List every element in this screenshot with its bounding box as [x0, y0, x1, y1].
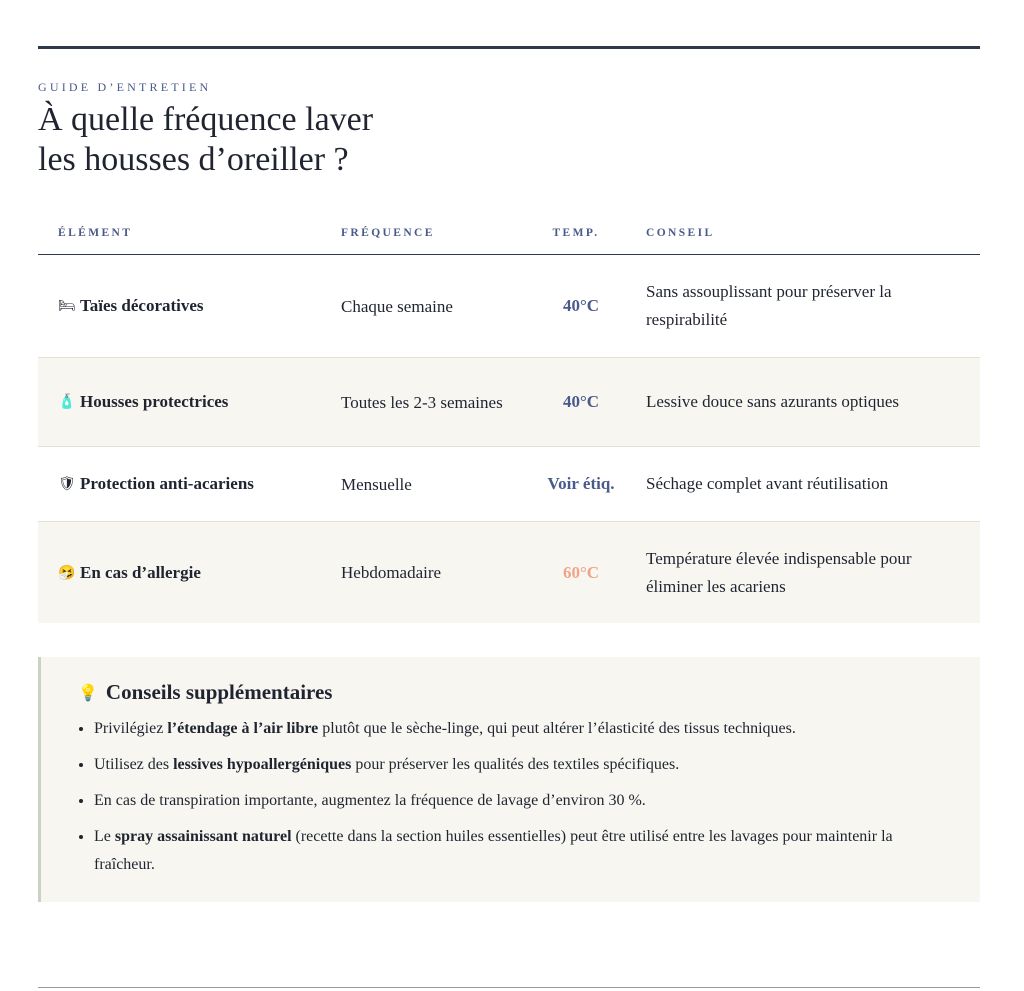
row-frequence: Chaque semaine	[341, 296, 453, 316]
shield-icon: 🛡	[58, 476, 76, 492]
row-conseil: Séchage complet avant réutilisation	[646, 474, 889, 493]
care-guide	[38, 46, 980, 902]
tip-text: Utilisez des	[94, 756, 174, 773]
page-title	[38, 100, 980, 180]
row-temp: 60°C	[526, 522, 626, 624]
table-row	[38, 447, 980, 522]
bed-icon: 🛏	[58, 298, 76, 314]
tip-text: Le	[94, 828, 115, 845]
top-divider	[38, 46, 980, 49]
tip-emphasis: spray assainissant naturel	[114, 828, 292, 845]
list-item	[94, 715, 950, 743]
row-conseil: Température élevée indispensable pour éliminer les acariens	[626, 522, 980, 624]
row-conseil: Sans assouplissant pour préserver la respirabilité	[646, 282, 892, 329]
row-element-label: Housses protectrices	[80, 392, 229, 411]
list-item	[94, 751, 950, 779]
row-temp: 40°C	[526, 358, 626, 447]
lightbulb-icon: 💡	[78, 683, 98, 702]
list-item	[94, 787, 950, 815]
row-element	[38, 447, 321, 522]
row-frequence: Toutes les 2-3 semaines	[321, 358, 526, 447]
table-row	[38, 255, 980, 358]
header-temp: TEMP.	[526, 227, 626, 255]
table-header-row	[38, 227, 980, 255]
bottom-divider	[38, 987, 980, 988]
lotion-bottle-icon: 🧴	[58, 394, 76, 410]
tip-text: En cas de transpiration importante, augmentez la fréquence de lavage d’environ 30 %.	[94, 792, 646, 809]
row-frequence: Hebdomadaire	[321, 522, 526, 624]
row-element	[38, 522, 321, 624]
header-conseil: CONSEIL	[626, 227, 980, 255]
tips-list	[78, 715, 950, 879]
row-element-label: En cas d’allergie	[80, 562, 201, 582]
row-temp: Voir étiq.	[547, 474, 615, 493]
row-element	[38, 358, 321, 447]
tips-title	[78, 679, 950, 706]
tip-emphasis: lessives hypoallergéniques	[173, 756, 352, 773]
row-temp: 40°C	[562, 296, 600, 315]
list-item	[94, 823, 950, 879]
tip-text: (recette dans la section huiles essentielles) peut être utilisé entre les lavages pour maintenir la fraîcheur.	[94, 828, 893, 873]
tip-text: pour préserver les qualités des textiles spécifiques.	[351, 756, 680, 773]
table-row	[38, 522, 980, 624]
row-element-label: Taïes décoratives	[80, 296, 204, 315]
tip-emphasis: l’étendage à l’air libre	[167, 720, 319, 737]
table-row	[38, 358, 980, 447]
header-frequence: FRÉQUENCE	[321, 227, 526, 255]
eyebrow-label: GUIDE D’ENTRETIEN	[38, 80, 212, 94]
header-element: ÉLÉMENT	[38, 227, 321, 255]
row-element-label: Protection anti-acariens	[80, 474, 254, 493]
tip-text: Privilégiez	[94, 720, 168, 737]
tips-title-label: Conseils supplémentaires	[105, 680, 333, 704]
sneezing-face-icon: 🤧	[58, 564, 76, 581]
row-frequence: Mensuelle	[341, 474, 412, 494]
row-conseil: Lessive douce sans azurants optiques	[626, 358, 980, 447]
title-line-2: les housses d’oreiller ?	[38, 141, 349, 178]
row-element	[38, 255, 321, 358]
additional-tips-box	[38, 657, 980, 902]
washing-frequency-table	[38, 227, 980, 623]
tip-text: plutôt que le sèche-linge, qui peut altérer l’élasticité des tissus techniques.	[318, 720, 796, 737]
title-line-1: À quelle fréquence laver	[38, 101, 374, 138]
